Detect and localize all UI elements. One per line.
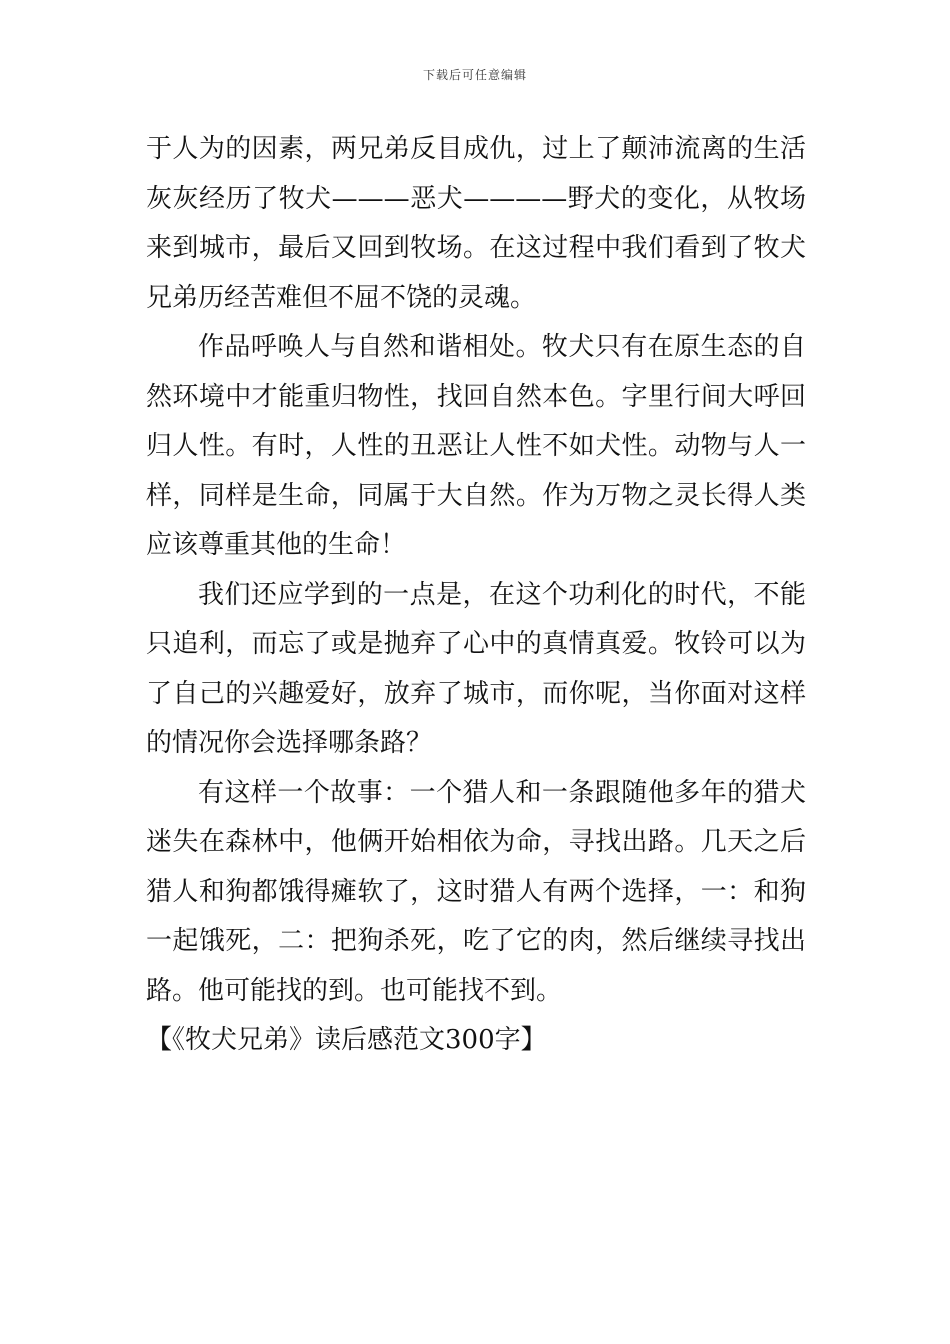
paragraph-start-line: 有这样一个故事：一个猎人和一条跟随他多年的猎犬 [198, 777, 806, 808]
text-line: 一起饿死，二：把狗杀死，吃了它的肉，然后继续寻找出 [146, 926, 806, 956]
text-line: 只追利，而忘了或是抛弃了心中的真情真爱。牧铃可以为 [146, 629, 806, 659]
text-line: 灰灰经历了牧犬———恶犬————野犬的变化，从牧场 [146, 183, 806, 214]
document-body [146, 125, 806, 1066]
text-line: 的情况你会选择哪条路？ [146, 728, 433, 758]
text-line: 应该尊重其他的生命！ [146, 530, 407, 560]
text-line: 了自己的兴趣爱好，放弃了城市，而你呢，当你面对这样 [146, 678, 806, 709]
text-line: 于人为的因素，两兄弟反目成仇，过上了颠沛流离的生活 [146, 134, 806, 164]
text-line: 然环境中才能重归物性，找回自然本色。字里行间大呼回 [146, 381, 806, 412]
text-line: 猎人和狗都饿得瘫软了，这时猎人有两个选择，一：和狗 [146, 876, 806, 907]
page-header-note: 下载后可任意编辑 [422, 68, 527, 82]
text-line: 路。他可能找的到。也可能找不到。 [146, 975, 563, 1006]
paragraph-start-line: 作品呼唤人与自然和谐相处。牧犬只有在原生态的自 [198, 332, 806, 362]
section-title-line: 【《牧犬兄弟》读后感范文300字】 [146, 1025, 547, 1055]
text-line: 归人性。有时，人性的丑恶让人性不如犬性。动物与人一 [146, 431, 806, 461]
text-line: 兄弟历经苦难但不屈不饶的灵魂。 [146, 282, 537, 313]
text-line: 样，同样是生命，同属于大自然。作为万物之灵长得人类 [146, 480, 806, 511]
text-line: 迷失在森林中，他俩开始相依为命，寻找出路。几天之后 [146, 827, 806, 857]
text-line: 来到城市，最后又回到牧场。在这过程中我们看到了牧犬 [146, 233, 806, 263]
paragraph-start-line: 我们还应学到的一点是，在这个功利化的时代，不能 [198, 579, 806, 610]
